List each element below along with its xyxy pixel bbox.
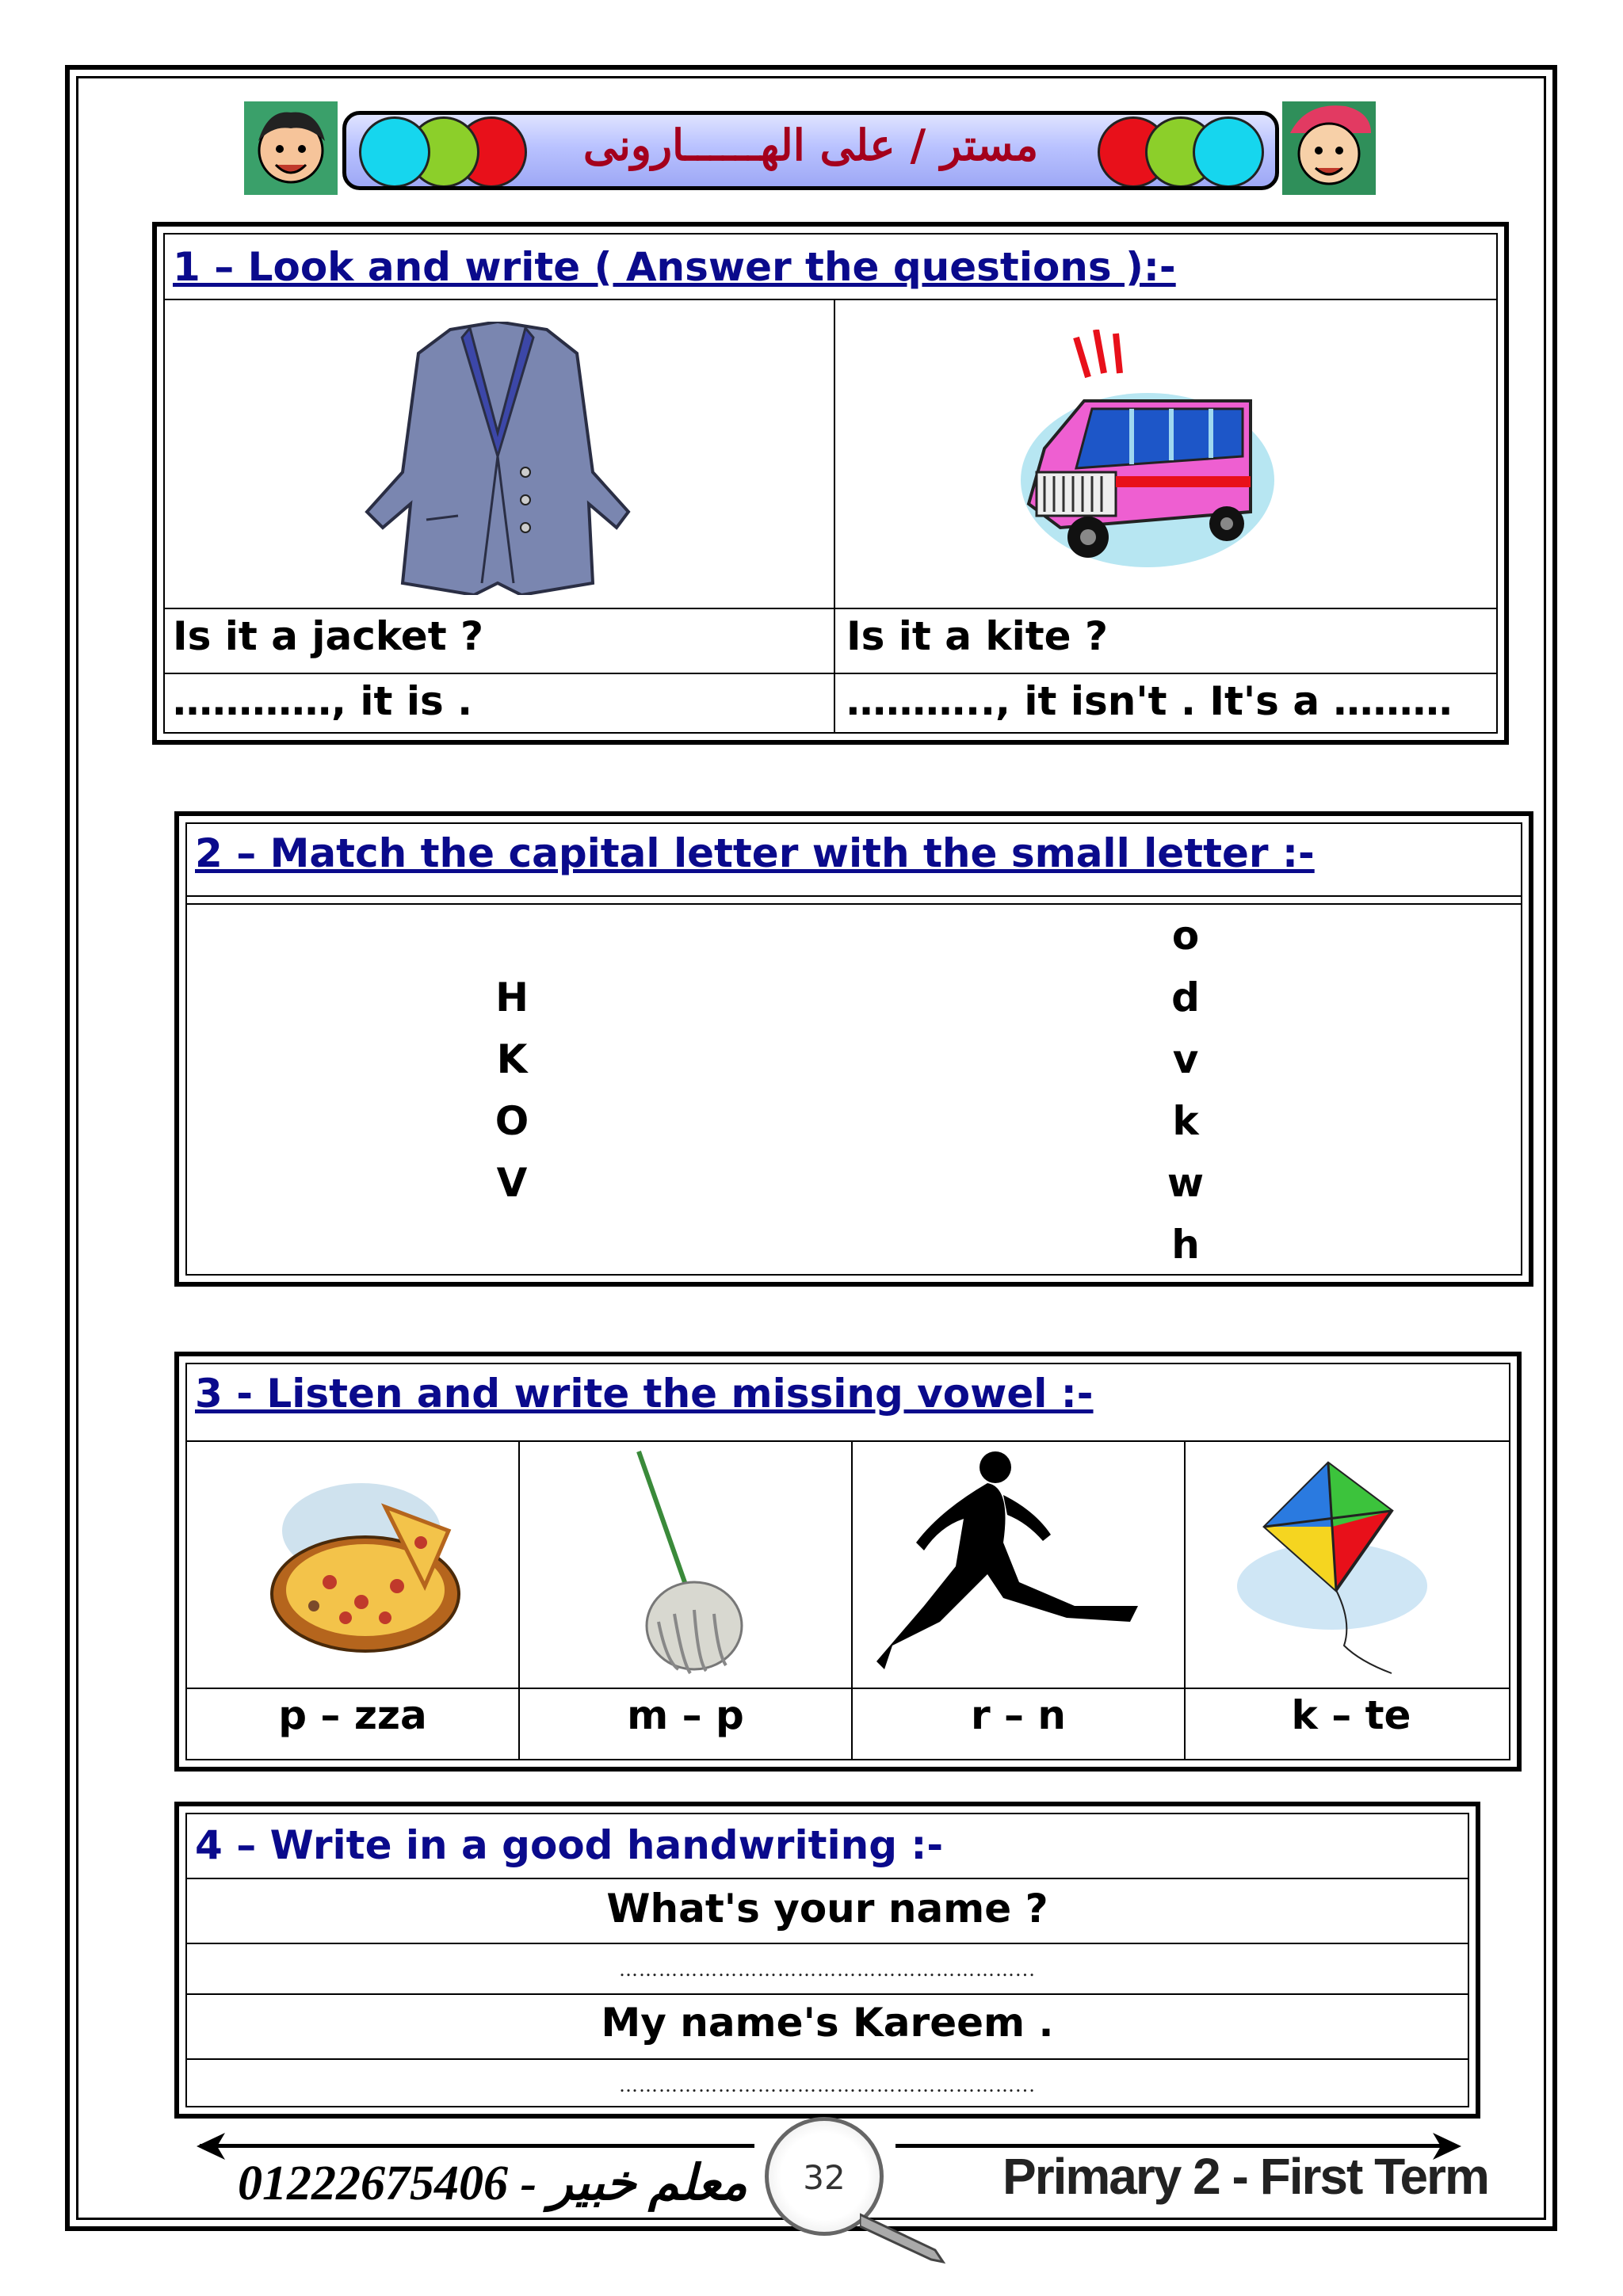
- arrow-left-icon: [197, 2133, 225, 2160]
- question-kite: Is it a kite ?: [846, 613, 1108, 659]
- section-3-title: 3 - Listen and write the missing vowel :-: [195, 1371, 1094, 1417]
- footer-phone: 01222675406 - معلم خبير: [238, 2157, 748, 2210]
- section-1-title: 1 – Look and write ( Answer the questions ):-: [173, 244, 1176, 290]
- mop-picture: [591, 1447, 789, 1677]
- runner-picture: [876, 1447, 1154, 1685]
- writing-dotted-line[interactable]: ……………………………………………………...: [619, 2074, 1036, 2096]
- page-number: 32: [803, 2158, 846, 2197]
- capital-letter: H: [495, 974, 529, 1020]
- capital-letter: V: [496, 1160, 528, 1206]
- word-kite: k – te: [1291, 1692, 1411, 1738]
- section-2-title: 2 – Match the capital letter with the small letter :-: [195, 830, 1315, 876]
- header-banner: [342, 111, 1279, 190]
- teacher-name-title: مستر / على الهــــــارونى: [582, 120, 1039, 170]
- jacket-picture: [363, 322, 632, 595]
- capital-letter: O: [495, 1098, 529, 1144]
- handwriting-line-1: What's your name ?: [606, 1886, 1048, 1932]
- small-letter: h: [1171, 1222, 1200, 1268]
- handwriting-line-2: My name's Kareem .: [601, 2000, 1054, 2046]
- word-mop: m – p: [627, 1692, 744, 1738]
- small-letter: k: [1172, 1098, 1199, 1144]
- section-match-letters: [174, 811, 1533, 1287]
- footer-term: Primary 2 - First Term: [1002, 2148, 1488, 2205]
- small-letter: v: [1172, 1036, 1199, 1082]
- small-letter: d: [1171, 974, 1200, 1020]
- kite-picture: [1233, 1455, 1439, 1677]
- word-pizza: p – zza: [278, 1692, 427, 1738]
- section-4-title: 4 – Write in a good handwriting :-: [195, 1822, 944, 1868]
- answer-line-2[interactable]: ……….., it isn't . It's a ………: [846, 678, 1453, 724]
- small-letter: w: [1167, 1160, 1205, 1206]
- boy-cartoon-icon: [244, 101, 338, 195]
- question-jacket: Is it a jacket ?: [173, 613, 484, 659]
- word-run: r – n: [970, 1692, 1067, 1738]
- pizza-picture: [266, 1475, 464, 1657]
- writing-dotted-line[interactable]: ……………………………………………………...: [619, 1958, 1036, 1981]
- answer-line-1[interactable]: …………, it is .: [173, 678, 473, 724]
- section-handwriting: [174, 1802, 1480, 2119]
- bus-picture: [1013, 330, 1274, 591]
- section-missing-vowel: [174, 1352, 1522, 1772]
- small-letter: o: [1171, 913, 1200, 959]
- capital-letter: K: [496, 1036, 528, 1082]
- girl-cartoon-icon: [1282, 101, 1376, 195]
- footer-arrow-left: [200, 2144, 754, 2148]
- magnifier-handle-icon: [860, 2210, 947, 2266]
- section-look-and-write: [152, 222, 1509, 745]
